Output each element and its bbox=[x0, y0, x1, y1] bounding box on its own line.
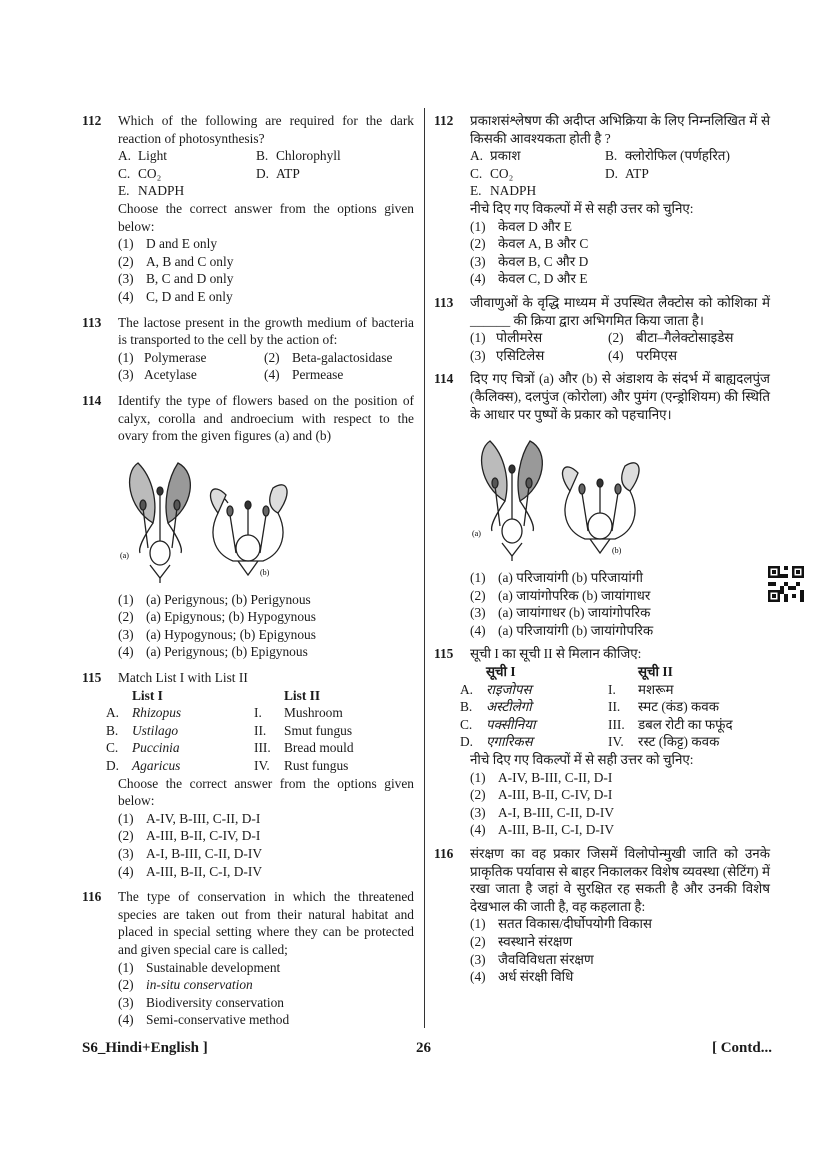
option-value: ATP bbox=[276, 165, 300, 181]
question-114-en bbox=[82, 392, 414, 661]
answer-value: A-I, B-III, C-II, D-IV bbox=[146, 846, 263, 861]
answer-key: (4) bbox=[470, 622, 486, 638]
answer-key: (2) bbox=[470, 587, 486, 603]
answer-value: (a) परिजायांगी (b) जायांगोपरिक bbox=[498, 622, 654, 638]
answer-list bbox=[470, 915, 770, 985]
option-key: C. bbox=[470, 165, 483, 181]
answer-value: Biodiversity conservation bbox=[146, 994, 284, 1010]
question-115-en bbox=[82, 669, 414, 880]
answer-key: (3) bbox=[118, 626, 134, 642]
instruction-text: नीचे दिए गए विकल्पों में से सही उत्तर को चुनिए: bbox=[470, 200, 694, 216]
answer-list bbox=[118, 959, 414, 1029]
instruction-text: Choose the correct answer from the options given below: bbox=[118, 200, 414, 234]
question-112-en bbox=[82, 112, 414, 306]
match-table bbox=[460, 663, 770, 751]
row-key: IV. bbox=[254, 758, 270, 774]
answer-value: B, C and D only bbox=[146, 271, 234, 287]
row-item: Mushroom bbox=[284, 705, 343, 721]
row-item: पक्सीनिया bbox=[486, 716, 536, 732]
row-item: मशरूम bbox=[638, 681, 674, 697]
answer-value: A-III, B-II, C-IV, D-I bbox=[498, 787, 613, 803]
answer-value: (a) Perigynous; (b) Epigynous bbox=[146, 644, 308, 660]
answer-key: (1) bbox=[470, 570, 486, 586]
answer-value: जैवविविधता संरक्षण bbox=[498, 951, 594, 967]
question-114-hi bbox=[434, 370, 770, 639]
answer-list bbox=[470, 569, 770, 639]
option-value: NADPH bbox=[490, 183, 537, 199]
flower-figures bbox=[118, 453, 414, 583]
answer-value: A-I, B-III, C-II, D-IV bbox=[498, 804, 615, 820]
question-stem: The type of conservation in which the threatened species are taken out from their natural habitat and placed in special setting where they can be protected and given special care is called; bbox=[118, 889, 414, 957]
answer-value: D and E only bbox=[146, 236, 218, 252]
row-item: राइजोपस bbox=[486, 681, 532, 697]
answer-key: (2) bbox=[118, 609, 134, 625]
row-key: C. bbox=[106, 740, 119, 756]
question-113-en bbox=[82, 314, 414, 384]
row-item: स्मट (कंड) कवक bbox=[638, 699, 720, 715]
answer-key: (4) bbox=[118, 863, 134, 879]
answer-key: (1) bbox=[118, 236, 134, 252]
option-value: क्लोरोफिल (पर्णहरित) bbox=[625, 148, 730, 164]
row-key: B. bbox=[460, 699, 473, 715]
answer-value: A-III, B-II, C-IV, D-I bbox=[146, 828, 261, 844]
answer-value: C, D and E only bbox=[146, 288, 233, 304]
answer-value: A-III, B-II, C-I, D-IV bbox=[498, 822, 615, 838]
question-number: 112 bbox=[82, 113, 102, 128]
answer-value: (a) परिजायांगी (b) परिजायांगी bbox=[498, 570, 643, 586]
answer-value: स्वस्थाने संरक्षण bbox=[498, 933, 573, 949]
row-item: एगारिकस bbox=[486, 734, 533, 750]
option-key: E. bbox=[470, 183, 482, 199]
row-key: D. bbox=[106, 758, 120, 774]
answer-key: (4) bbox=[118, 644, 134, 660]
answer-key: (4) bbox=[118, 288, 134, 304]
option-key: A. bbox=[470, 148, 484, 164]
answer-key: (2) bbox=[470, 787, 486, 803]
question-number: 115 bbox=[82, 670, 102, 686]
answer-value: A-IV, B-III, C-II, D-I bbox=[498, 769, 613, 785]
row-item: Rhizopus bbox=[132, 705, 182, 721]
option-value: Beta-galactosidase bbox=[292, 349, 393, 365]
option-value: बीटा–गैलेक्टोसाइडेस bbox=[636, 330, 734, 346]
answer-value: केवल B, C और D bbox=[498, 253, 589, 269]
question-stem: जीवाणुओं के वृद्धि माध्यम में उपस्थित लैक्टोस को कोशिका में ______ की क्रिया द्वारा अभिगमित किया जाता है। bbox=[470, 294, 770, 328]
row-key: II. bbox=[254, 722, 267, 738]
figure-label-b: (b) bbox=[612, 546, 622, 556]
page-number: 26 bbox=[416, 1040, 431, 1056]
question-number: 115 bbox=[434, 646, 454, 662]
column-divider bbox=[424, 108, 425, 1028]
list-1-header: List I bbox=[132, 687, 163, 703]
answer-list bbox=[118, 810, 414, 880]
list-2-header: List II bbox=[284, 687, 321, 703]
option-key: (1) bbox=[118, 349, 134, 365]
option-value: ATP bbox=[625, 165, 649, 181]
answer-key: (2) bbox=[118, 977, 134, 993]
option-key: (1) bbox=[470, 330, 486, 346]
option-value: CO₂ bbox=[490, 165, 514, 181]
flower-diagram bbox=[470, 431, 670, 561]
answer-key: (2) bbox=[470, 236, 486, 252]
footer-code: S6_Hindi+English ] bbox=[82, 1040, 208, 1056]
option-value: Chlorophyll bbox=[276, 148, 341, 164]
row-key: D. bbox=[460, 734, 474, 750]
option-value: NADPH bbox=[138, 183, 185, 199]
row-key: III. bbox=[608, 716, 625, 732]
match-table bbox=[106, 687, 414, 775]
question-number: 116 bbox=[82, 889, 102, 905]
option-key: B. bbox=[605, 148, 618, 164]
option-key: C. bbox=[118, 165, 131, 181]
question-number: 116 bbox=[434, 846, 454, 861]
question-116-en bbox=[82, 888, 414, 1029]
option-value: एसिटिलेस bbox=[496, 347, 545, 363]
question-stem: Match List I with List II bbox=[118, 670, 248, 686]
option-key: (4) bbox=[608, 347, 624, 363]
option-key: (4) bbox=[264, 367, 280, 383]
answer-key: (1) bbox=[470, 916, 486, 932]
option-key: A. bbox=[118, 148, 132, 164]
answer-value: (a) जायांगोपरिक (b) जायांगाधर bbox=[498, 587, 651, 603]
row-key: II. bbox=[608, 699, 621, 715]
instruction-text: Choose the correct answer from the options given below: bbox=[118, 775, 414, 809]
question-stem: संरक्षण का वह प्रकार जिसमें विलोपोन्मुखी जाति को उनके प्राकृतिक पर्यावास से बाहर निकालकर विशेष व्यवस्था (सेटिंग) में रखा जाता है जहां वे सुरक्षित रह सकती है और उनकी विशेष देखभाल की जाती है, वह कहलाता है: bbox=[470, 846, 770, 914]
answer-key: (4) bbox=[470, 822, 486, 838]
answer-value: in-situ conservation bbox=[146, 977, 253, 993]
row-item: Rust fungus bbox=[284, 758, 349, 774]
answer-value: A, B and C only bbox=[146, 253, 234, 269]
answer-value: Sustainable development bbox=[146, 959, 281, 975]
row-key: A. bbox=[460, 681, 474, 697]
answer-key: (4) bbox=[470, 271, 486, 287]
answer-value: Semi-conservative method bbox=[146, 1012, 290, 1028]
question-112-hi bbox=[434, 112, 770, 288]
answer-key: (3) bbox=[470, 804, 486, 820]
answer-list bbox=[470, 218, 770, 288]
question-stem: Identify the type of flowers based on the position of calyx, corolla and androecium with respect to the ovary from the given figures (a) and (b) bbox=[118, 392, 414, 444]
answer-key: (1) bbox=[470, 218, 486, 234]
question-stem: Which of the following are required for the dark reaction of photosynthesis? bbox=[118, 113, 414, 146]
english-column bbox=[82, 112, 414, 1029]
question-number: 114 bbox=[434, 371, 454, 387]
option-value: Light bbox=[138, 148, 168, 164]
answer-value: (a) Perigynous; (b) Perigynous bbox=[146, 591, 311, 607]
answer-value: A-III, B-II, C-I, D-IV bbox=[146, 863, 263, 879]
answer-key: (2) bbox=[118, 828, 134, 844]
figure-label-b: (b) bbox=[260, 567, 270, 577]
row-item: अस्टीलेगो bbox=[486, 699, 532, 715]
answer-value: अर्ध संरक्षी विधि bbox=[498, 969, 574, 985]
option-value: Polymerase bbox=[144, 349, 207, 365]
answer-value: केवल A, B और C bbox=[498, 236, 589, 252]
option-key: (3) bbox=[470, 347, 486, 363]
list-1-header: सूची I bbox=[486, 664, 516, 680]
question-stem: सूची I का सूची II से मिलान कीजिए: bbox=[470, 646, 642, 662]
row-key: I. bbox=[608, 681, 616, 697]
option-key: (3) bbox=[118, 367, 134, 383]
row-item: Puccinia bbox=[132, 740, 180, 756]
option-value: Permease bbox=[292, 367, 344, 383]
answer-key: (3) bbox=[118, 271, 134, 287]
answer-list bbox=[470, 769, 770, 839]
answer-key: (3) bbox=[118, 846, 134, 861]
question-number: 113 bbox=[434, 294, 454, 310]
row-key: IV. bbox=[608, 734, 624, 750]
answer-value: A-IV, B-III, C-II, D-I bbox=[146, 810, 261, 826]
answer-key: (4) bbox=[470, 969, 486, 985]
row-key: B. bbox=[106, 722, 119, 738]
qr-code-icon bbox=[768, 566, 804, 602]
figure-label-a: (a) bbox=[120, 550, 129, 560]
question-stem: दिए गए चित्रों (a) और (b) से अंडाशय के संदर्भ में बाह्यदलपुंज (कैलिक्स), दलपुंज (कोरोला) और पुमंग (एन्ड्रोशियम) की स्थिति के आधार पर पुष्पों के प्रकार को पहचानिए। bbox=[470, 371, 770, 422]
figure-label-a: (a) bbox=[472, 529, 481, 539]
question-number: 114 bbox=[82, 392, 102, 408]
row-item: Ustilago bbox=[132, 722, 179, 738]
answer-key: (3) bbox=[470, 951, 486, 967]
answer-value: (a) Hypogynous; (b) Epigynous bbox=[146, 626, 316, 642]
row-key: C. bbox=[460, 716, 473, 732]
row-key: I. bbox=[254, 705, 262, 721]
option-grid bbox=[470, 147, 770, 200]
answer-key: (1) bbox=[118, 810, 134, 826]
answer-list bbox=[118, 591, 414, 661]
answer-key: (1) bbox=[470, 769, 486, 785]
row-item: Agaricus bbox=[132, 758, 181, 774]
question-number: 113 bbox=[82, 314, 102, 330]
instruction-text: नीचे दिए गए विकल्पों में से सही उत्तर को चुनिए: bbox=[470, 752, 694, 768]
answer-key: (3) bbox=[118, 994, 134, 1010]
option-key: B. bbox=[256, 148, 269, 164]
option-key: D. bbox=[605, 165, 619, 181]
answer-key: (3) bbox=[470, 253, 486, 269]
answer-key: (1) bbox=[118, 591, 134, 607]
answer-value: (a) Epigynous; (b) Hypogynous bbox=[146, 609, 316, 625]
option-key: (2) bbox=[264, 349, 280, 365]
row-item: Smut fungus bbox=[284, 722, 353, 738]
answer-key: (3) bbox=[470, 605, 486, 621]
hindi-column bbox=[434, 112, 770, 986]
answer-value: केवल C, D और E bbox=[498, 271, 588, 287]
option-grid bbox=[118, 349, 414, 384]
option-key: D. bbox=[256, 165, 270, 181]
flower-figures bbox=[470, 431, 770, 561]
answer-list bbox=[118, 235, 414, 305]
option-value: परमिएस bbox=[636, 347, 678, 363]
row-key: III. bbox=[254, 740, 271, 756]
option-value: Acetylase bbox=[144, 367, 197, 383]
footer-continued: [ Contd... bbox=[711, 1040, 772, 1056]
answer-value: (a) जायांगाधर (b) जायांगोपरिक bbox=[498, 605, 651, 621]
answer-key: (2) bbox=[118, 253, 134, 269]
answer-value: सतत विकास/दीर्घोपयोगी विकास bbox=[498, 916, 652, 932]
option-value: पोलीमरेस bbox=[496, 330, 543, 346]
row-item: डबल रोटी का फफूंद bbox=[638, 716, 733, 732]
row-item: Bread mould bbox=[284, 740, 354, 756]
question-113-hi bbox=[434, 294, 770, 364]
row-key: A. bbox=[106, 705, 120, 721]
answer-key: (1) bbox=[118, 959, 134, 975]
answer-value: केवल D और E bbox=[498, 218, 572, 234]
question-stem: प्रकाशसंश्लेषण की अदीप्त अभिक्रिया के लिए निम्नलिखित में से किसकी आवश्यकता होती है ? bbox=[470, 113, 770, 146]
option-value: प्रकाश bbox=[490, 148, 521, 164]
option-value: CO₂ bbox=[138, 165, 162, 181]
option-key: E. bbox=[118, 183, 130, 199]
option-key: (2) bbox=[608, 330, 624, 346]
option-grid bbox=[118, 147, 414, 200]
question-116-hi bbox=[434, 845, 770, 986]
question-115-hi bbox=[434, 645, 770, 839]
option-grid bbox=[470, 329, 770, 364]
question-number: 112 bbox=[434, 113, 454, 128]
question-stem: The lactose present in the growth medium of bacteria is transported to the cell by the action of: bbox=[118, 314, 414, 348]
answer-key: (2) bbox=[470, 933, 486, 949]
row-item: रस्ट (किट्ट) कवक bbox=[638, 734, 720, 750]
list-2-header: सूची II bbox=[638, 664, 673, 680]
answer-key: (4) bbox=[118, 1012, 134, 1028]
flower-diagram bbox=[118, 453, 318, 583]
